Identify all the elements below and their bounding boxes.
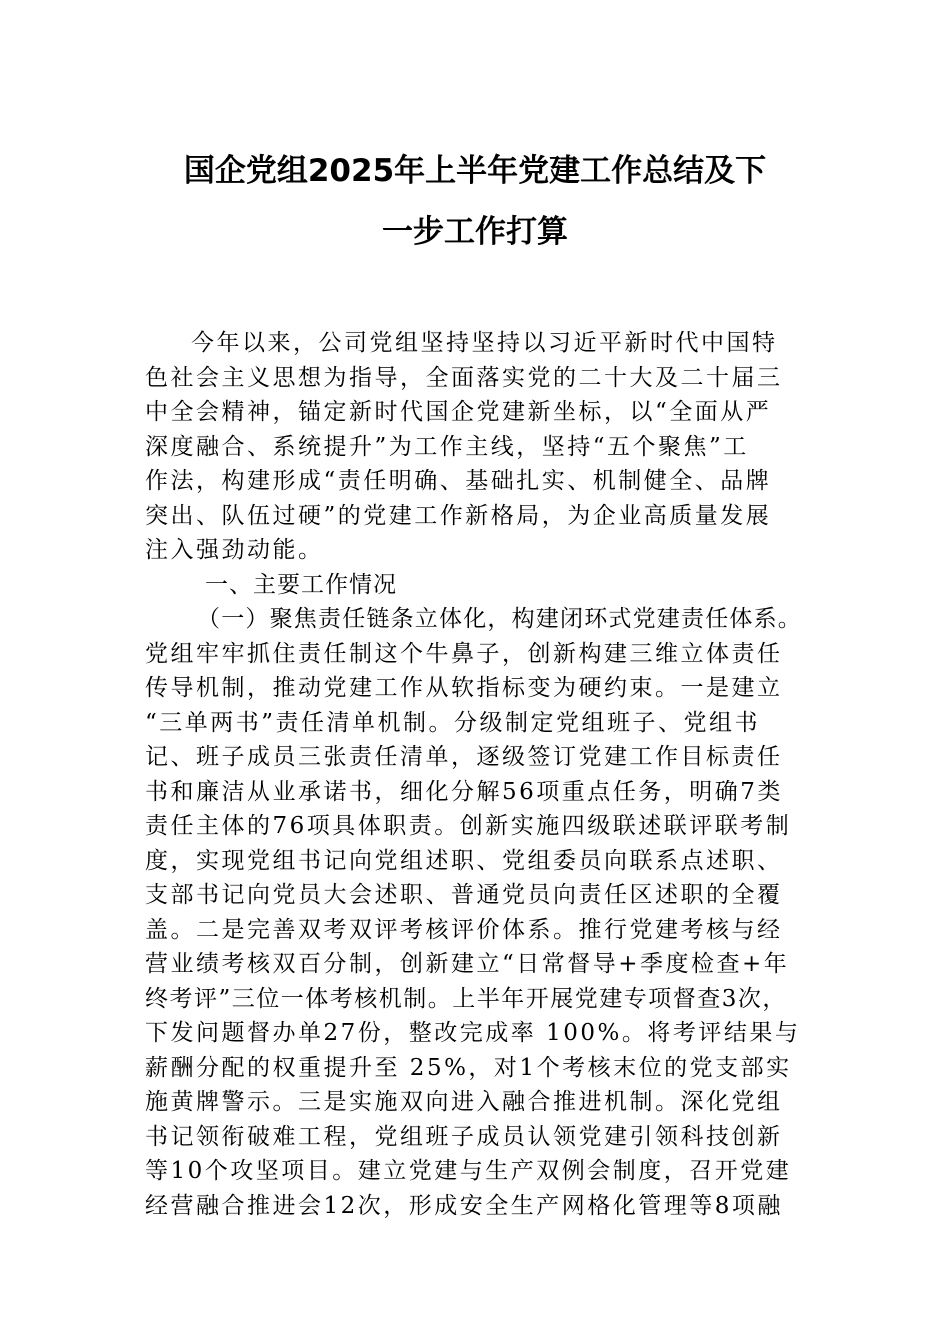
section-line: （一）聚焦责任链条立体化，构建闭环式党建责任体系。 [197,606,802,632]
section-line: 度，实现党组书记向党组述职、党组委员向联系点述职、 [145,847,783,874]
section-line: 党组牢牢抓住责任制这个牛鼻子，创新构建三维立体责任 [145,640,783,667]
intro-line: 作法，构建形成“责任明确、基础扎实、机制健全、品牌 [145,468,772,494]
section-line: 书记领衔破难工程，党组班子成员认领党建引领科技创新 [145,1123,783,1150]
intro-line: 今年以来，公司党组坚持坚持以习近平新时代中国特 [191,330,778,356]
document-title-line-2: 一步工作打算 [382,214,568,250]
intro-line: 深度融合、系统提升”为工作主线，坚持“五个聚焦”工 [145,433,749,460]
section-line: 薪酬分配的权重提升至 25%，对1个考核末位的党支部实 [145,1054,792,1081]
intro-line: 注入强劲动能。 [145,537,324,563]
section-line: “三单两书”责任清单机制。分级制定党组班子、党组书 [145,709,761,736]
section-line: 下发问题督办单27份，整改完成率 100%。将考评结果与 [145,1020,801,1046]
section-line: 传导机制，推动党建工作从软指标变为硬约束。一是建立 [145,675,783,701]
section-line: 等10个攻坚项目。建立党建与生产双例会制度，召开党建 [145,1158,792,1184]
intro-line: 突出、队伍过硬”的党建工作新格局，为企业高质量发展 [145,502,772,529]
section-line: 盖。二是完善双考双评考核评价体系。推行党建考核与经 [145,916,783,943]
section-line: 书和廉洁从业承诺书，细化分解56项重点任务，明确7类 [145,778,783,805]
section-line: 营业绩考核双百分制，创新建立“日常督导+季度检查+年 [145,951,790,977]
section-line: 支部书记向党员大会述职、普通党员向责任区述职的全覆 [145,882,783,908]
document-title-line-1: 国企党组2025年上半年党建工作总结及下 [183,153,767,189]
section-line: 责任主体的76项具体职责。创新实施四级联述联评联考制 [145,813,792,839]
section-heading: 一、主要工作情况 [205,571,397,598]
intro-line: 色社会主义思想为指导，全面落实党的二十大及二十届三 [145,364,783,391]
section-line: 终考评”三位一体考核机制。上半年开展党建专项督查3次， [145,985,787,1012]
document-body [145,326,825,1223]
intro-line: 中全会精神，锚定新时代国企党建新坐标，以“全面从严 [145,399,772,425]
section-line: 记、班子成员三张责任清单，逐级签订党建工作目标责任 [145,744,783,770]
section-line: 施黄牌警示。三是实施双向进入融合推进机制。深化党组 [145,1089,783,1115]
section-line: 经营融合推进会12次，形成安全生产网格化管理等8项融 [145,1192,783,1219]
